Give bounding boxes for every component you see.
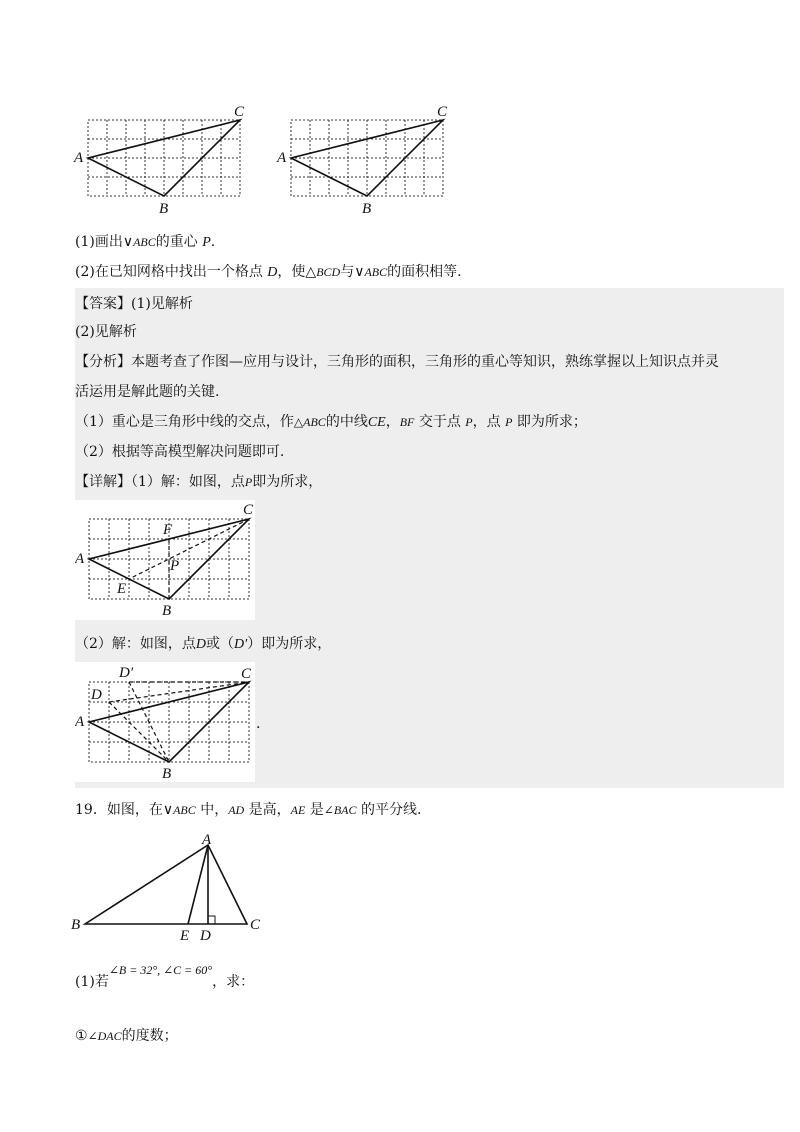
detail-line-1: 【详解】（1）解：如图，点P即为所求， (75, 474, 323, 490)
triangle-abc (85, 845, 247, 924)
figure-period: . (256, 716, 261, 732)
label-b: B (362, 201, 372, 217)
q19-condition: (1)若∠B = 32°, ∠C = 60°，求： (75, 963, 255, 990)
label-c: C (243, 502, 254, 518)
label-c: C (250, 917, 261, 933)
label-a: A (277, 150, 287, 166)
label-c: C (437, 104, 448, 120)
segment-d-b (109, 702, 169, 762)
q19-sub1: ①∠DAC的度数； (75, 1028, 178, 1044)
label-a: A (75, 714, 85, 730)
figure-solution-1 (75, 500, 255, 620)
label-c: C (234, 104, 245, 120)
label-b: B (71, 917, 81, 933)
figure-solution-2 (75, 662, 255, 782)
label-a: A (202, 832, 212, 848)
label-f: F (163, 522, 173, 538)
label-d: D (91, 687, 102, 703)
q18-part1: (1)画出∨ABC的重心 P. (75, 234, 216, 250)
solution-step-2: （2）根据等高模型解决问题即可. (75, 444, 285, 460)
q19-stem: 19．如图，在∨ABC 中，AD 是高，AE 是∠BAC 的平分线. (75, 802, 422, 818)
answer-line-2: (2)见解析 (75, 324, 137, 340)
label-d-prime: D′ (119, 665, 134, 681)
label-d: D (200, 928, 211, 944)
detail-line-2: （2）解：如图，点D或（D′）即为所求， (75, 636, 332, 652)
analysis-line-2: 活运用是解此题的关键. (75, 384, 220, 400)
solution-step-1: （1）重心是三角形中线的交点，作△ABC的中线CE，BF 交于点 P，点 P 即为所求； (75, 414, 587, 430)
label-b: B (162, 603, 172, 619)
q18-part2: (2)在已知网格中找出一个格点 D，使△BCD与∨ABC的面积相等. (75, 264, 462, 280)
answer-line-1: 【答案】(1)见解析 (75, 296, 193, 312)
label-e: E (117, 581, 127, 597)
analysis-line-1: 【分析】本题考查了作图—应用与设计，三角形的面积，三角形的重心等知识，熟练掌握以上知识点并灵 (75, 354, 719, 370)
label-a: A (74, 150, 84, 166)
label-b: B (162, 766, 172, 782)
figure-q19-triangle (65, 830, 275, 945)
figure-grid-1 (70, 100, 260, 220)
label-c: C (241, 666, 252, 682)
figure-grid-2 (273, 100, 463, 220)
label-p: P (170, 558, 180, 574)
label-b: B (159, 201, 169, 217)
label-e: E (180, 928, 190, 944)
label-a: A (75, 551, 85, 567)
